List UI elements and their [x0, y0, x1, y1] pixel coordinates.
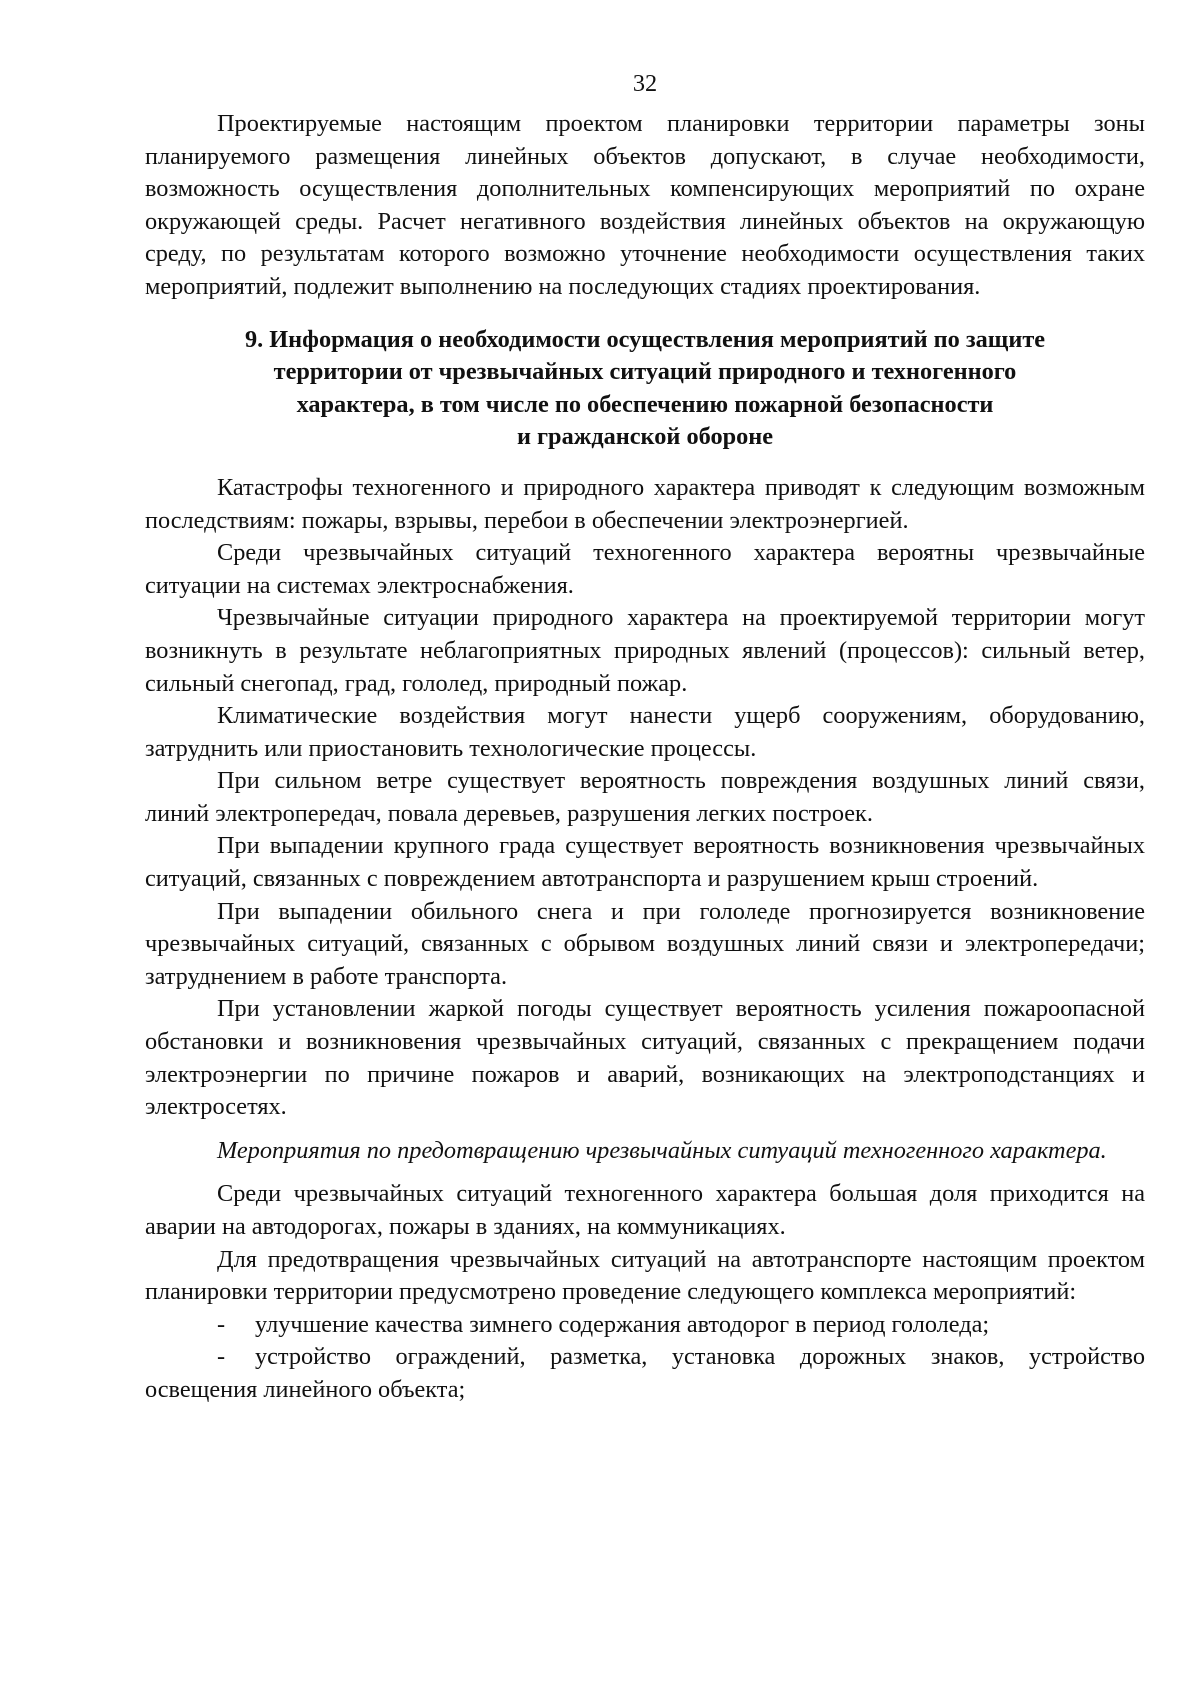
list-item-text: устройство ограждений, разметка, установка дорожных знаков, устройство освещения линейного объекта;	[145, 1343, 1145, 1403]
body-paragraph: При выпадении обильного снега и при гололеде прогнозируется возникновение чрезвычайных ситуаций, связанных с обрывом воздушных линий связи и электропередачи; затруднением в работе транспорта.	[145, 897, 1145, 990]
section-heading-line: и гражданской обороне	[516, 423, 774, 451]
list-item	[145, 1341, 1145, 1406]
body-paragraph: Катастрофы техногенного и природного характера приводят к следующим возможным последствиям: пожары, взрывы, перебои в обеспечении электроэнергией.	[145, 473, 1145, 534]
body-paragraph: При установлении жаркой погоды существует вероятность усиления пожароопасной обстановки и возникновения чрезвычайных ситуаций, связанных с прекращением подачи электроэнергии по причине пожаров и аварий, возникающих на электроподстанциях и электросетях.	[145, 995, 1145, 1121]
bullet-marker: -	[217, 1343, 226, 1371]
body-paragraph: Среди чрезвычайных ситуаций техногенного характера большая доля приходится на аварии на автодорогах, пожары в зданиях, на коммуникациях.	[145, 1180, 1145, 1240]
body-paragraph: Климатические воздействия могут нанести ущерб сооружениям, оборудованию, затруднить или приостановить технологические процессы.	[145, 702, 1145, 762]
list-item	[145, 1309, 1145, 1342]
body-paragraph: При выпадении крупного града существует вероятность возникновения чрезвычайных ситуаций, связанных с повреждением автотранспорта и разрушением крыш строений.	[145, 832, 1145, 893]
body-paragraph: Чрезвычайные ситуации природного характера на проектируемой территории могут возникнуть в результате неблагоприятных природных явлений (процессов): сильный ветер, сильный снегопад, град, гололед, природный пожар.	[145, 604, 1145, 697]
document-page	[145, 68, 1145, 1407]
bullet-marker: -	[217, 1310, 226, 1338]
page-number: 32	[632, 70, 658, 97]
section-heading-line: характера, в том числе по обеспечению пожарной безопасности	[296, 390, 994, 418]
section-heading	[145, 324, 1145, 454]
italic-subheading: Мероприятия по предотвращению чрезвычайных ситуаций техногенного характера.	[217, 1136, 1107, 1164]
body-paragraph: Среди чрезвычайных ситуаций техногенного характера вероятны чрезвычайные ситуации на системах электроснабжения.	[145, 539, 1145, 599]
section-heading-line: 9. Информация о необходимости осуществления мероприятий по защите	[244, 325, 1046, 353]
body-paragraph: Для предотвращения чрезвычайных ситуаций на автотранспорте настоящим проектом планировки территории предусмотрено проведение следующего комплекса мероприятий:	[145, 1245, 1145, 1306]
body-paragraph: При сильном ветре существует вероятность повреждения воздушных линий связи, линий электропередач, повала деревьев, разрушения легких построек.	[145, 767, 1145, 827]
section-heading-line: территории от чрезвычайных ситуаций природного и техногенного	[273, 358, 1017, 386]
list-item-text: улучшение качества зимнего содержания автодорог в период гололеда;	[255, 1310, 990, 1338]
intro-paragraph: Проектируемые настоящим проектом планировки территории параметры зоны планируемого размещения линейных объектов допускают, в случае необходимости, возможность осуществления дополнительных компенсирующих мероприятий по охране окружающей среды. Расчет негативного воздействия линейных объектов на окружающую среду, по результатам которого возможно уточнение необходимости осуществления таких мероприятий, подлежит выполнению на последующих стадиях проектирования.	[145, 110, 1145, 300]
